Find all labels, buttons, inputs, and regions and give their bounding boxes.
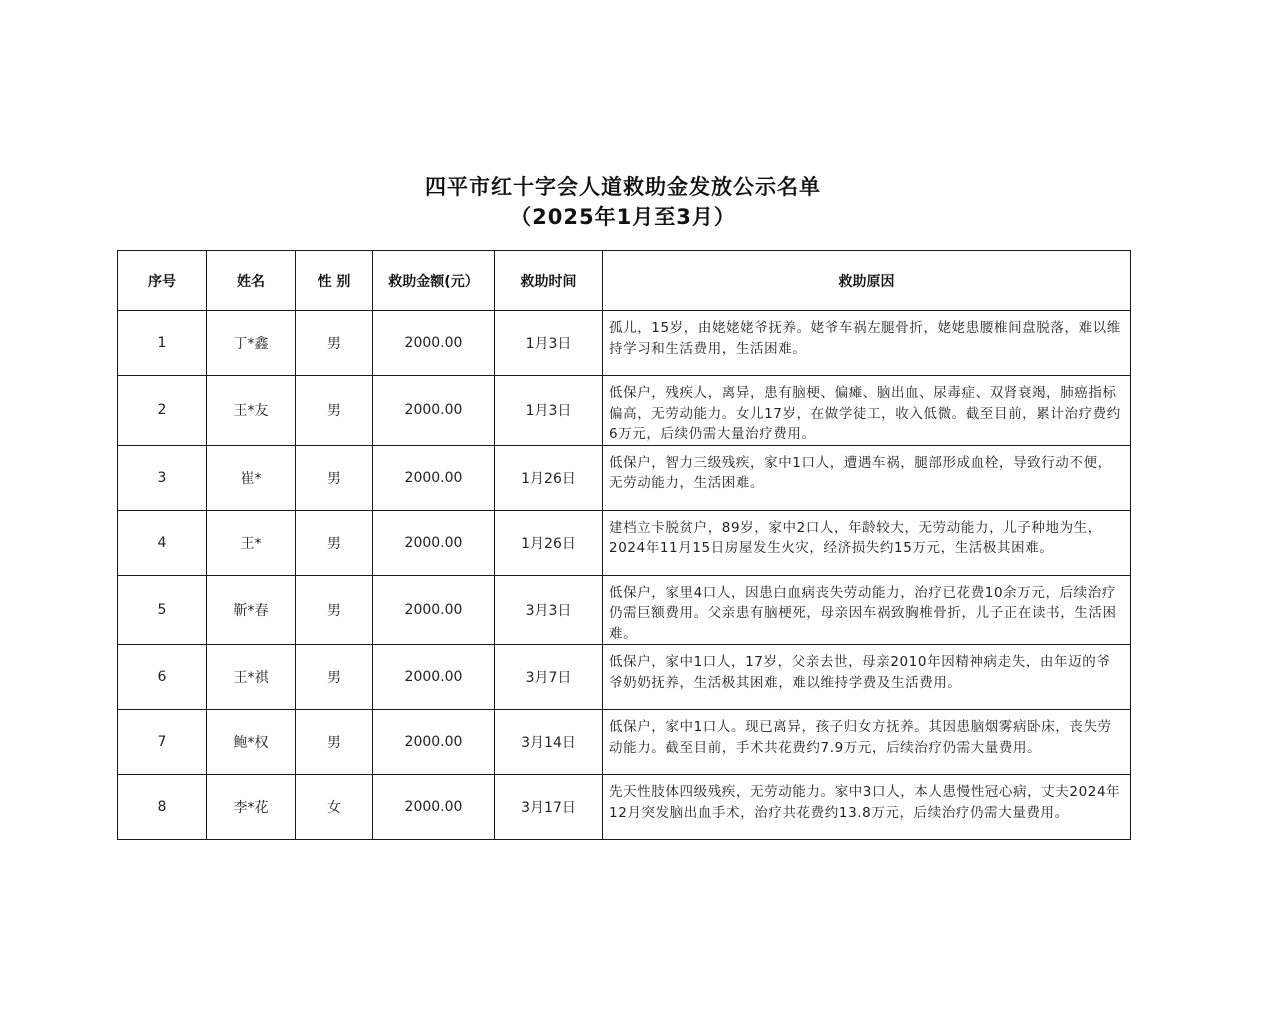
cell-reason: 建档立卡脱贫户，89岁，家中2口人，年龄较大，无劳动能力，儿子种地为生，2024年11月15日房屋发生火灾，经济损失约15万元，生活极其困难。 xyxy=(603,510,1131,575)
table-row xyxy=(118,575,1131,645)
cell-index: 3 xyxy=(118,445,207,510)
cell-gender: 男 xyxy=(296,376,373,446)
cell-name: 鲍*权 xyxy=(207,710,296,775)
cell-date: 1月3日 xyxy=(495,311,603,376)
cell-index: 1 xyxy=(118,311,207,376)
cell-index: 8 xyxy=(118,775,207,840)
table-row xyxy=(118,376,1131,446)
cell-reason: 低保户，残疾人，离异，患有脑梗、偏瘫、脑出血、尿毒症、双肾衰竭，肺癌指标偏高，无劳动能力。女儿17岁，在做学徒工，收入低微。截至目前，累计治疗费约6万元，后续仍需大量治疗费用。 xyxy=(603,376,1131,446)
cell-amount: 2000.00 xyxy=(373,510,495,575)
cell-name: 王*友 xyxy=(207,376,296,446)
cell-name: 李*花 xyxy=(207,775,296,840)
cell-amount: 2000.00 xyxy=(373,376,495,446)
cell-date: 3月7日 xyxy=(495,645,603,710)
cell-reason: 孤儿，15岁，由姥姥姥爷抚养。姥爷车祸左腿骨折，姥姥患腰椎间盘脱落，难以维持学习和生活费用，生活困难。 xyxy=(603,311,1131,376)
cell-date: 3月17日 xyxy=(495,775,603,840)
cell-name: 丁*鑫 xyxy=(207,311,296,376)
document-title: 四平市红十字会人道救助金发放公示名单 xyxy=(425,175,821,199)
cell-gender: 男 xyxy=(296,311,373,376)
header-index: 序号 xyxy=(118,251,207,311)
table-row xyxy=(118,775,1131,840)
cell-index: 4 xyxy=(118,510,207,575)
cell-name: 靳*春 xyxy=(207,575,296,645)
header-gender: 性 别 xyxy=(296,251,373,311)
cell-reason: 低保户，家里4口人，因患白血病丧失劳动能力，治疗已花费10余万元，后续治疗仍需巨额费用。父亲患有脑梗死，母亲因车祸致胸椎骨折，儿子正在读书，生活困难。 xyxy=(603,575,1131,645)
cell-name: 王*祺 xyxy=(207,645,296,710)
cell-reason: 低保户，智力三级残疾，家中1口人，遭遇车祸，腿部形成血栓，导致行动不便，无劳动能力，生活困难。 xyxy=(603,445,1131,510)
cell-reason: 先天性肢体四级残疾，无劳动能力。家中3口人，本人患慢性冠心病，丈夫2024年12月突发脑出血手术，治疗共花费约13.8万元，后续治疗仍需大量费用。 xyxy=(603,775,1131,840)
cell-date: 3月3日 xyxy=(495,575,603,645)
document-title-block xyxy=(0,172,1246,232)
cell-gender: 男 xyxy=(296,445,373,510)
cell-name: 王* xyxy=(207,510,296,575)
cell-amount: 2000.00 xyxy=(373,575,495,645)
cell-index: 2 xyxy=(118,376,207,446)
cell-gender: 男 xyxy=(296,575,373,645)
cell-name: 崔* xyxy=(207,445,296,510)
cell-gender: 男 xyxy=(296,510,373,575)
cell-index: 6 xyxy=(118,645,207,710)
cell-date: 1月3日 xyxy=(495,376,603,446)
cell-index: 5 xyxy=(118,575,207,645)
cell-amount: 2000.00 xyxy=(373,775,495,840)
cell-reason: 低保户，家中1口人。现已离异，孩子归女方抚养。其因患脑烟雾病卧床，丧失劳动能力。截至目前，手术共花费约7.9万元，后续治疗仍需大量费用。 xyxy=(603,710,1131,775)
header-date: 救助时间 xyxy=(495,251,603,311)
cell-date: 1月26日 xyxy=(495,510,603,575)
cell-date: 1月26日 xyxy=(495,445,603,510)
cell-gender: 女 xyxy=(296,775,373,840)
table-row xyxy=(118,710,1131,775)
cell-amount: 2000.00 xyxy=(373,645,495,710)
table-row xyxy=(118,510,1131,575)
header-reason: 救助原因 xyxy=(603,251,1131,311)
table-row xyxy=(118,311,1131,376)
cell-index: 7 xyxy=(118,710,207,775)
cell-amount: 2000.00 xyxy=(373,445,495,510)
cell-gender: 男 xyxy=(296,645,373,710)
document-subtitle: （2025年1月至3月） xyxy=(510,205,736,229)
header-name: 姓名 xyxy=(207,251,296,311)
table-row xyxy=(118,645,1131,710)
table-header-row xyxy=(118,251,1131,311)
cell-date: 3月14日 xyxy=(495,710,603,775)
cell-amount: 2000.00 xyxy=(373,311,495,376)
cell-amount: 2000.00 xyxy=(373,710,495,775)
cell-reason: 低保户，家中1口人，17岁，父亲去世，母亲2010年因精神病走失，由年迈的爷爷奶奶抚养，生活极其困难，难以维持学费及生活费用。 xyxy=(603,645,1131,710)
table-row xyxy=(118,445,1131,510)
cell-gender: 男 xyxy=(296,710,373,775)
aid-recipient-table xyxy=(117,250,1131,840)
header-amount: 救助金额(元） xyxy=(373,251,495,311)
